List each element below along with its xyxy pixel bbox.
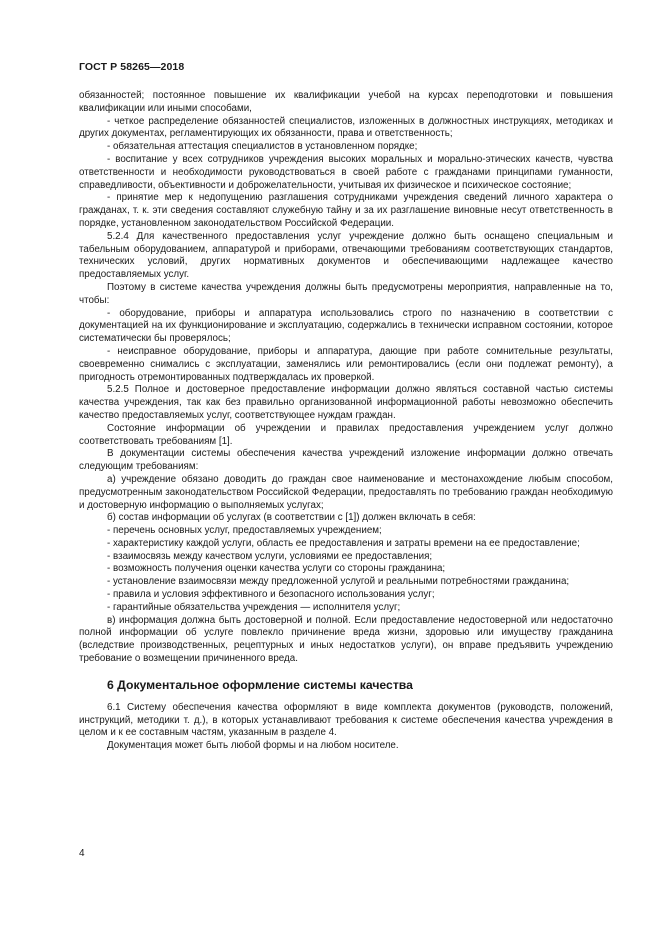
list-item: - взаимосвязь между качеством услуги, условиями ее предоставления;	[107, 550, 433, 562]
paragraph: Документация может быть любой формы и на любом носителе.	[107, 740, 399, 752]
list-item: - установление взаимосвязи между предложенной услугой и реальными потребностями гражданина;	[107, 576, 570, 588]
paragraph: обязанностей; постоянное повышение их квалификации учебой на курсах переподготовки и повышения квалификации или иными способами,	[79, 90, 613, 114]
list-item: - обязательная аттестация специалистов в установленном порядке;	[107, 141, 418, 153]
list-item: - характеристику каждой услуги, область ее предоставления и затраты времени на ее предоставление;	[107, 537, 580, 549]
list-item: - оборудование, приборы и аппаратура использовались строго по назначению в соответствии с документацией на их функционирование и эксплуатацию, содержались в технически исправном состоянии, которое систематически бы проверялось;	[79, 307, 613, 345]
section-6-heading: 6 Документальное оформление системы качества	[107, 677, 413, 692]
list-item: а) учреждение обязано доводить до граждан свое наименование и местонахождение любым способом, предусмотренным законодательством Российской Федерации, предоставлять по требованию граждан необходимую и достоверную информацию о выполняемых услугах;	[79, 473, 613, 511]
list-item: - гарантийные обязательства учреждения — исполнителя услуг;	[107, 601, 401, 613]
document-body	[79, 90, 613, 753]
clause-5-2-5: 5.2.5 Полное и достоверное предоставление информации должно являться составной частью системы качества учреждения, так как без правильно организованной информационной работы невозможно обеспечить качество предоставляемых услуг, соответствующее нуждам граждан.	[79, 384, 613, 421]
list-item: - перечень основных услуг, предоставляемых учреждением;	[107, 525, 382, 537]
paragraph: Поэтому в системе качества учреждения должны быть предусмотрены мероприятия, направленные на то, чтобы:	[79, 281, 613, 306]
list-item: - возможность получения оценки качества услуги со стороны гражданина;	[107, 563, 446, 575]
list-item: - принятие мер к недопущению разглашения сотрудниками учреждения сведений личного характера о гражданах, т. к. эти сведения составляют служебную тайну и за их разглашение виновные несут ответственность в порядке, установленном законодательством Российской Федерации.	[79, 192, 613, 229]
document-header: ГОСТ Р 58265—2018	[79, 61, 185, 73]
paragraph: Состояние информации об учреждении и правилах предоставления учреждением услуг должно соответствовать требованиям [1].	[79, 422, 613, 447]
list-item: б) состав информации об услугах (в соответствии с [1]) должен включать в себя:	[107, 512, 476, 524]
list-item: - неисправное оборудование, приборы и аппаратура, дающие при работе сомнительные результаты, своевременно снимались с эксплуатации, заменялись или ремонтировались (если они подлежат ремонту), а пригодность отремонтированных подтверждалась их проверкой.	[79, 345, 613, 383]
page-number: 4	[79, 848, 85, 859]
paragraph: В документации системы обеспечения качества учреждений изложение информации должно отвечать следующим требованиям:	[79, 448, 613, 473]
clause-6-1: 6.1 Систему обеспечения качества оформляют в виде комплекта документов (руководств, положений, инструкций, методики т. д.), в которых устанавливают требования к системе обеспечения качества учреждения в целом и к ее составным частям, указанным в разделе 4.	[79, 701, 613, 739]
list-item: - правила и условия эффективного и безопасного использования услуг;	[107, 589, 435, 601]
list-item: - воспитание у всех сотрудников учреждения высоких моральных и морально-этических качеств, чувства ответственности и необходимости руководствоваться в своей работе с гражданами принципами гуманности, справедливости, объективности и доброжелательности, учитывая их физическое и психическое состояние;	[79, 153, 613, 191]
list-item: в) информация должна быть достоверной и полной. Если предоставление недостоверной или недостаточно полной информации об услуге повлекло причинение вреда жизни, здоровью или имуществу гражданина (вследствие производственных, рецептурных и иных недостатков услуги), он вправе предъявить учреждению требование о возмещении причиненного вреда.	[79, 614, 613, 665]
list-item: - четкое распределение обязанностей специалистов, изложенных в должностных инструкциях, методиках и других документах, регламентирующих их обязанности, права и ответственность;	[79, 115, 613, 140]
clause-5-2-4: 5.2.4 Для качественного предоставления услуг учреждение должно быть оснащено специальным и табельным оборудованием, аппаратурой и приборами, отвечающими требованиям соответствующих стандартов, технических условий, других нормативных документов и обеспечивающими надлежащее качество предоставляемых услуг.	[79, 230, 613, 281]
